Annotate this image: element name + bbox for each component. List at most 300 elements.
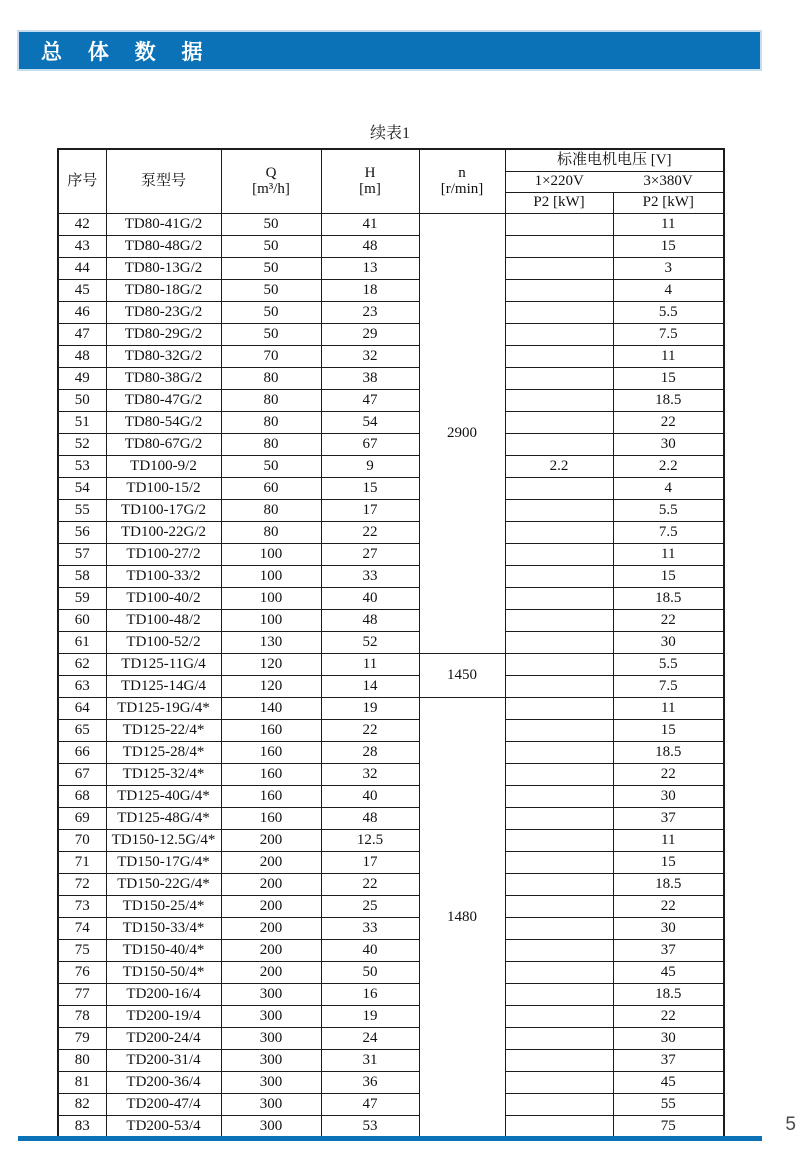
- cell-q: 160: [221, 786, 321, 808]
- cell-p2-220v: [505, 852, 613, 874]
- cell-model: TD200-31/4: [106, 1050, 221, 1072]
- cell-p2-220v: [505, 632, 613, 654]
- cell-q: 130: [221, 632, 321, 654]
- col-header-q-symbol: Q: [265, 164, 277, 181]
- cell-q: 200: [221, 874, 321, 896]
- table-row: [58, 874, 724, 896]
- cell-model: TD80-54G/2: [106, 412, 221, 434]
- table-row: [58, 654, 724, 676]
- cell-h: 40: [321, 786, 419, 808]
- col-header-n: [419, 149, 505, 214]
- cell-p2-220v: [505, 940, 613, 962]
- cell-p2-380v: 15: [613, 368, 724, 390]
- cell-h: 52: [321, 632, 419, 654]
- cell-p2-380v: 22: [613, 412, 724, 434]
- cell-model: TD100-33/2: [106, 566, 221, 588]
- cell-p2-380v: 18.5: [613, 390, 724, 412]
- cell-h: 23: [321, 302, 419, 324]
- cell-p2-220v: [505, 720, 613, 742]
- footer-accent-rule: [18, 1136, 762, 1141]
- cell-p2-380v: 7.5: [613, 522, 724, 544]
- cell-q: 200: [221, 830, 321, 852]
- cell-q: 300: [221, 1072, 321, 1094]
- cell-q: 100: [221, 610, 321, 632]
- cell-model: TD125-32/4*: [106, 764, 221, 786]
- cell-p2-380v: 7.5: [613, 324, 724, 346]
- cell-q: 80: [221, 500, 321, 522]
- cell-q: 160: [221, 720, 321, 742]
- cell-h: 29: [321, 324, 419, 346]
- page-number: 5: [785, 1114, 796, 1135]
- cell-p2-380v: 7.5: [613, 676, 724, 698]
- cell-p2-220v: [505, 214, 613, 236]
- cell-index: 72: [58, 874, 106, 896]
- table-row: [58, 940, 724, 962]
- cell-model: TD125-40G/4*: [106, 786, 221, 808]
- cell-p2-220v: [505, 1116, 613, 1139]
- cell-index: 65: [58, 720, 106, 742]
- cell-model: TD100-52/2: [106, 632, 221, 654]
- cell-p2-380v: 11: [613, 830, 724, 852]
- table-row: [58, 984, 724, 1006]
- table-row: [58, 676, 724, 698]
- cell-index: 70: [58, 830, 106, 852]
- col-header-220v: 1×220V: [505, 172, 613, 193]
- cell-q: 50: [221, 280, 321, 302]
- cell-h: 41: [321, 214, 419, 236]
- cell-h: 27: [321, 544, 419, 566]
- cell-p2-380v: 30: [613, 786, 724, 808]
- cell-h: 22: [321, 720, 419, 742]
- cell-p2-220v: [505, 676, 613, 698]
- cell-model: TD125-28/4*: [106, 742, 221, 764]
- table-row: [58, 786, 724, 808]
- cell-h: 38: [321, 368, 419, 390]
- header-row-1: [58, 149, 724, 172]
- cell-p2-220v: [505, 280, 613, 302]
- cell-index: 62: [58, 654, 106, 676]
- cell-p2-220v: [505, 764, 613, 786]
- cell-index: 67: [58, 764, 106, 786]
- col-header-380v: 3×380V: [613, 172, 724, 193]
- cell-index: 59: [58, 588, 106, 610]
- cell-h: 53: [321, 1116, 419, 1139]
- cell-index: 47: [58, 324, 106, 346]
- cell-q: 80: [221, 390, 321, 412]
- cell-model: TD125-19G/4*: [106, 698, 221, 720]
- cell-p2-380v: 30: [613, 918, 724, 940]
- cell-p2-380v: 75: [613, 1116, 724, 1139]
- cell-p2-380v: 18.5: [613, 588, 724, 610]
- cell-index: 48: [58, 346, 106, 368]
- col-header-p2-380: P2 [kW]: [613, 193, 724, 214]
- cell-index: 68: [58, 786, 106, 808]
- cell-model: TD100-27/2: [106, 544, 221, 566]
- cell-h: 13: [321, 258, 419, 280]
- cell-p2-220v: [505, 874, 613, 896]
- cell-q: 120: [221, 654, 321, 676]
- cell-p2-220v: [505, 346, 613, 368]
- cell-model: TD80-29G/2: [106, 324, 221, 346]
- cell-p2-380v: 30: [613, 1028, 724, 1050]
- section-title: 总 体 数 据: [41, 40, 213, 64]
- cell-model: TD100-15/2: [106, 478, 221, 500]
- cell-q: 50: [221, 214, 321, 236]
- cell-model: TD80-47G/2: [106, 390, 221, 412]
- cell-h: 54: [321, 412, 419, 434]
- cell-h: 28: [321, 742, 419, 764]
- cell-h: 25: [321, 896, 419, 918]
- cell-p2-380v: 45: [613, 962, 724, 984]
- cell-p2-220v: [505, 808, 613, 830]
- cell-index: 74: [58, 918, 106, 940]
- cell-p2-220v: [505, 390, 613, 412]
- table-row: [58, 610, 724, 632]
- cell-p2-220v: [505, 1028, 613, 1050]
- cell-index: 83: [58, 1116, 106, 1139]
- cell-p2-380v: 37: [613, 1050, 724, 1072]
- cell-h: 11: [321, 654, 419, 676]
- cell-index: 81: [58, 1072, 106, 1094]
- cell-index: 58: [58, 566, 106, 588]
- col-header-p2-220: P2 [kW]: [505, 193, 613, 214]
- cell-index: 49: [58, 368, 106, 390]
- table-row: [58, 1050, 724, 1072]
- section-header-bar: [17, 30, 762, 71]
- table-row: [58, 764, 724, 786]
- cell-p2-220v: [505, 500, 613, 522]
- cell-index: 71: [58, 852, 106, 874]
- table-row: [58, 500, 724, 522]
- cell-model: TD150-17G/4*: [106, 852, 221, 874]
- cell-h: 24: [321, 1028, 419, 1050]
- cell-h: 32: [321, 346, 419, 368]
- cell-p2-380v: 37: [613, 808, 724, 830]
- cell-index: 60: [58, 610, 106, 632]
- cell-q: 100: [221, 566, 321, 588]
- cell-p2-380v: 4: [613, 478, 724, 500]
- cell-index: 44: [58, 258, 106, 280]
- cell-p2-380v: 15: [613, 852, 724, 874]
- cell-h: 22: [321, 522, 419, 544]
- cell-p2-220v: [505, 368, 613, 390]
- col-header-q: [221, 149, 321, 214]
- cell-model: TD125-11G/4: [106, 654, 221, 676]
- col-header-index: 序号: [58, 149, 106, 214]
- table-row: [58, 258, 724, 280]
- cell-q: 50: [221, 236, 321, 258]
- cell-model: TD150-50/4*: [106, 962, 221, 984]
- cell-model: TD80-23G/2: [106, 302, 221, 324]
- cell-q: 100: [221, 588, 321, 610]
- col-header-q-unit: [m³/h]: [252, 180, 290, 197]
- cell-model: TD80-13G/2: [106, 258, 221, 280]
- cell-model: TD100-22G/2: [106, 522, 221, 544]
- cell-h: 15: [321, 478, 419, 500]
- col-header-model: 泵型号: [106, 149, 221, 214]
- cell-q: 70: [221, 346, 321, 368]
- cell-model: TD80-67G/2: [106, 434, 221, 456]
- cell-index: 50: [58, 390, 106, 412]
- cell-p2-380v: 11: [613, 698, 724, 720]
- cell-index: 64: [58, 698, 106, 720]
- cell-model: TD125-22/4*: [106, 720, 221, 742]
- cell-index: 54: [58, 478, 106, 500]
- cell-h: 40: [321, 940, 419, 962]
- cell-index: 46: [58, 302, 106, 324]
- cell-p2-380v: 11: [613, 214, 724, 236]
- cell-p2-220v: 2.2: [505, 456, 613, 478]
- cell-index: 69: [58, 808, 106, 830]
- cell-h: 40: [321, 588, 419, 610]
- cell-h: 33: [321, 918, 419, 940]
- cell-p2-380v: 5.5: [613, 500, 724, 522]
- cell-p2-220v: [505, 984, 613, 1006]
- table-row: [58, 544, 724, 566]
- cell-h: 19: [321, 698, 419, 720]
- cell-q: 300: [221, 1094, 321, 1116]
- cell-p2-220v: [505, 830, 613, 852]
- cell-h: 48: [321, 808, 419, 830]
- table-row: [58, 742, 724, 764]
- cell-p2-380v: 22: [613, 610, 724, 632]
- cell-model: TD80-48G/2: [106, 236, 221, 258]
- cell-p2-380v: 4: [613, 280, 724, 302]
- cell-p2-220v: [505, 962, 613, 984]
- cell-speed: 1450: [419, 654, 505, 698]
- cell-model: TD150-40/4*: [106, 940, 221, 962]
- col-header-voltage-group: 标准电机电压 [V]: [505, 149, 724, 172]
- cell-p2-220v: [505, 1094, 613, 1116]
- cell-index: 45: [58, 280, 106, 302]
- cell-q: 300: [221, 1006, 321, 1028]
- table-row: [58, 522, 724, 544]
- cell-p2-220v: [505, 588, 613, 610]
- cell-q: 50: [221, 258, 321, 280]
- cell-model: TD80-41G/2: [106, 214, 221, 236]
- cell-h: 48: [321, 236, 419, 258]
- cell-p2-220v: [505, 1006, 613, 1028]
- cell-p2-380v: 11: [613, 544, 724, 566]
- cell-index: 75: [58, 940, 106, 962]
- col-header-n-unit: [r/min]: [440, 180, 484, 197]
- cell-p2-220v: [505, 236, 613, 258]
- cell-p2-380v: 5.5: [613, 654, 724, 676]
- cell-p2-380v: 18.5: [613, 742, 724, 764]
- cell-q: 80: [221, 412, 321, 434]
- cell-index: 66: [58, 742, 106, 764]
- cell-model: TD200-16/4: [106, 984, 221, 1006]
- cell-model: TD80-38G/2: [106, 368, 221, 390]
- cell-p2-220v: [505, 544, 613, 566]
- pump-spec-table: [57, 148, 725, 1139]
- cell-q: 50: [221, 302, 321, 324]
- cell-p2-220v: [505, 412, 613, 434]
- cell-q: 200: [221, 896, 321, 918]
- table-row: [58, 1006, 724, 1028]
- table-row: [58, 1116, 724, 1139]
- cell-index: 79: [58, 1028, 106, 1050]
- cell-index: 80: [58, 1050, 106, 1072]
- cell-h: 48: [321, 610, 419, 632]
- cell-index: 52: [58, 434, 106, 456]
- cell-p2-220v: [505, 566, 613, 588]
- cell-model: TD200-36/4: [106, 1072, 221, 1094]
- cell-p2-380v: 22: [613, 896, 724, 918]
- cell-q: 160: [221, 742, 321, 764]
- cell-p2-380v: 45: [613, 1072, 724, 1094]
- cell-p2-380v: 2.2: [613, 456, 724, 478]
- cell-p2-380v: 18.5: [613, 984, 724, 1006]
- cell-q: 60: [221, 478, 321, 500]
- cell-index: 55: [58, 500, 106, 522]
- cell-index: 63: [58, 676, 106, 698]
- cell-model: TD200-19/4: [106, 1006, 221, 1028]
- cell-q: 160: [221, 764, 321, 786]
- table-row: [58, 368, 724, 390]
- cell-index: 56: [58, 522, 106, 544]
- cell-index: 53: [58, 456, 106, 478]
- cell-model: TD200-53/4: [106, 1116, 221, 1139]
- col-header-n-symbol: n: [458, 164, 466, 181]
- cell-q: 300: [221, 1050, 321, 1072]
- table-row: [58, 566, 724, 588]
- cell-model: TD150-22G/4*: [106, 874, 221, 896]
- cell-q: 50: [221, 324, 321, 346]
- cell-speed: 2900: [419, 214, 505, 654]
- table-row: [58, 390, 724, 412]
- cell-index: 78: [58, 1006, 106, 1028]
- table-row: [58, 962, 724, 984]
- table-row: [58, 214, 724, 236]
- cell-model: TD150-33/4*: [106, 918, 221, 940]
- cell-h: 32: [321, 764, 419, 786]
- cell-p2-380v: 22: [613, 764, 724, 786]
- table-row: [58, 588, 724, 610]
- cell-q: 50: [221, 456, 321, 478]
- cell-h: 22: [321, 874, 419, 896]
- cell-p2-220v: [505, 434, 613, 456]
- cell-h: 18: [321, 280, 419, 302]
- cell-index: 43: [58, 236, 106, 258]
- cell-h: 12.5: [321, 830, 419, 852]
- table-row: [58, 280, 724, 302]
- cell-p2-220v: [505, 698, 613, 720]
- cell-p2-380v: 11: [613, 346, 724, 368]
- cell-p2-380v: 15: [613, 720, 724, 742]
- cell-q: 200: [221, 962, 321, 984]
- cell-model: TD80-18G/2: [106, 280, 221, 302]
- cell-h: 33: [321, 566, 419, 588]
- cell-q: 200: [221, 918, 321, 940]
- cell-p2-220v: [505, 478, 613, 500]
- cell-p2-380v: 3: [613, 258, 724, 280]
- cell-index: 73: [58, 896, 106, 918]
- cell-h: 67: [321, 434, 419, 456]
- table-row: [58, 478, 724, 500]
- cell-index: 76: [58, 962, 106, 984]
- col-header-h-unit: [m]: [359, 180, 381, 197]
- cell-q: 300: [221, 984, 321, 1006]
- table-row: [58, 698, 724, 720]
- cell-index: 82: [58, 1094, 106, 1116]
- table-row: [58, 830, 724, 852]
- cell-p2-380v: 22: [613, 1006, 724, 1028]
- table-row: [58, 632, 724, 654]
- cell-model: TD200-24/4: [106, 1028, 221, 1050]
- cell-h: 50: [321, 962, 419, 984]
- table-row: [58, 324, 724, 346]
- cell-q: 160: [221, 808, 321, 830]
- cell-p2-220v: [505, 522, 613, 544]
- table-row: [58, 434, 724, 456]
- cell-h: 9: [321, 456, 419, 478]
- cell-model: TD100-17G/2: [106, 500, 221, 522]
- table-row: [58, 1094, 724, 1116]
- cell-speed: 1480: [419, 698, 505, 1139]
- cell-p2-380v: 30: [613, 434, 724, 456]
- cell-p2-380v: 15: [613, 566, 724, 588]
- cell-model: TD80-32G/2: [106, 346, 221, 368]
- cell-model: TD150-25/4*: [106, 896, 221, 918]
- table-row: [58, 896, 724, 918]
- cell-p2-380v: 5.5: [613, 302, 724, 324]
- cell-p2-220v: [505, 1072, 613, 1094]
- cell-p2-220v: [505, 786, 613, 808]
- cell-index: 51: [58, 412, 106, 434]
- cell-p2-220v: [505, 324, 613, 346]
- cell-h: 36: [321, 1072, 419, 1094]
- table-row: [58, 1028, 724, 1050]
- cell-p2-380v: 15: [613, 236, 724, 258]
- cell-q: 80: [221, 434, 321, 456]
- cell-q: 300: [221, 1028, 321, 1050]
- cell-p2-220v: [505, 742, 613, 764]
- cell-q: 120: [221, 676, 321, 698]
- table-row: [58, 302, 724, 324]
- cell-model: TD100-40/2: [106, 588, 221, 610]
- table-row: [58, 1072, 724, 1094]
- cell-q: 140: [221, 698, 321, 720]
- cell-q: 80: [221, 368, 321, 390]
- cell-p2-220v: [505, 896, 613, 918]
- cell-h: 14: [321, 676, 419, 698]
- table-row: [58, 852, 724, 874]
- cell-model: TD100-9/2: [106, 456, 221, 478]
- cell-h: 47: [321, 1094, 419, 1116]
- table-row: [58, 918, 724, 940]
- pump-table-body: [58, 214, 724, 1139]
- cell-p2-380v: 55: [613, 1094, 724, 1116]
- cell-model: TD200-47/4: [106, 1094, 221, 1116]
- cell-q: 200: [221, 852, 321, 874]
- cell-p2-380v: 18.5: [613, 874, 724, 896]
- cell-q: 300: [221, 1116, 321, 1139]
- cell-index: 77: [58, 984, 106, 1006]
- cell-q: 100: [221, 544, 321, 566]
- cell-p2-220v: [505, 302, 613, 324]
- cell-model: TD125-14G/4: [106, 676, 221, 698]
- cell-model: TD125-48G/4*: [106, 808, 221, 830]
- cell-index: 61: [58, 632, 106, 654]
- cell-index: 42: [58, 214, 106, 236]
- cell-p2-380v: 30: [613, 632, 724, 654]
- cell-index: 57: [58, 544, 106, 566]
- table-row: [58, 236, 724, 258]
- table-row: [58, 456, 724, 478]
- cell-h: 16: [321, 984, 419, 1006]
- cell-h: 17: [321, 500, 419, 522]
